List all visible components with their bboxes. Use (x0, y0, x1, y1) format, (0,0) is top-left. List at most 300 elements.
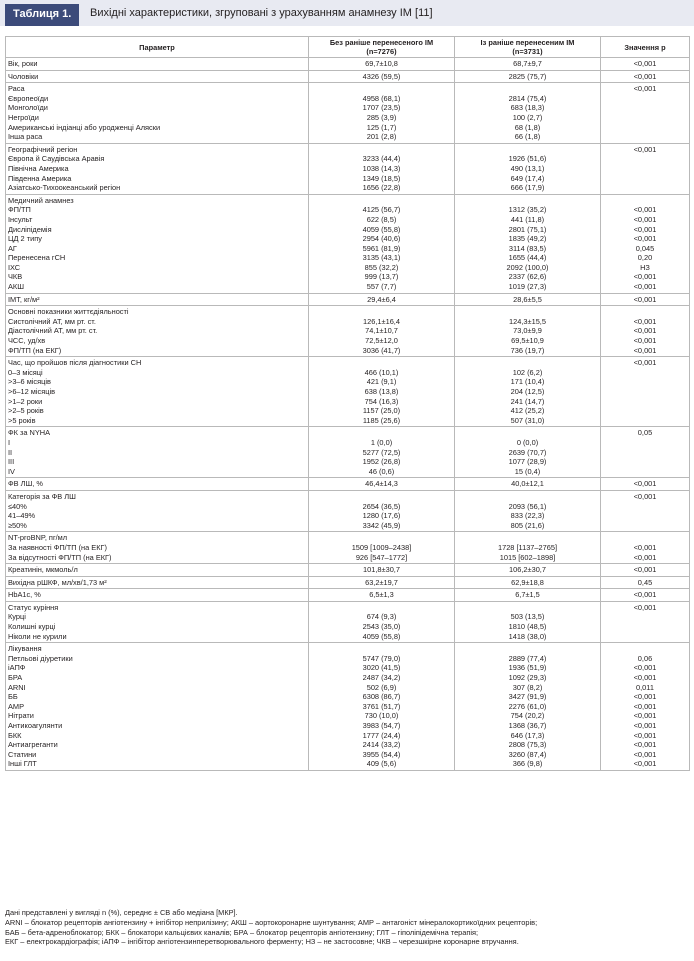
value-prior-mi: 2801 (75,1) (455, 225, 601, 235)
value-no-mi: 2487 (34,2) (309, 673, 455, 683)
param-cell: ФП/ТП (6, 205, 309, 215)
value-prior-mi (455, 643, 601, 654)
value-no-mi: 502 (6,9) (309, 683, 455, 693)
p-value (601, 448, 690, 458)
table-row (6, 721, 690, 731)
p-value (601, 183, 690, 194)
param-cell: Негроїди (6, 113, 309, 123)
p-value (601, 521, 690, 532)
param-cell: Вихідна рШКФ, мл/хв/1,73 м² (6, 576, 309, 589)
p-value (601, 377, 690, 387)
value-prior-mi: 2889 (77,4) (455, 654, 601, 664)
value-no-mi: 1280 (17,6) (309, 511, 455, 521)
p-value (601, 511, 690, 521)
p-value (601, 532, 690, 543)
value-prior-mi: 1092 (29,3) (455, 673, 601, 683)
p-value (601, 368, 690, 378)
p-value: <0,001 (601, 143, 690, 154)
group-row (6, 532, 690, 543)
value-no-mi: 855 (32,2) (309, 263, 455, 273)
table-row (6, 553, 690, 564)
param-cell: II (6, 448, 309, 458)
group-row (6, 601, 690, 612)
value-no-mi: 999 (13,7) (309, 272, 455, 282)
param-cell: ≤40% (6, 502, 309, 512)
header-col2-line1: Із раніше перенесеним ІМ (480, 38, 575, 47)
p-value (601, 416, 690, 427)
value-no-mi: 1349 (18,5) (309, 174, 455, 184)
value-no-mi: 285 (3,9) (309, 113, 455, 123)
group-row (6, 589, 690, 602)
value-prior-mi: 68,7±9,7 (455, 58, 601, 71)
p-value (601, 632, 690, 643)
value-no-mi: 46,4±14,3 (309, 478, 455, 491)
value-prior-mi: 805 (21,6) (455, 521, 601, 532)
value-prior-mi (455, 601, 601, 612)
param-cell: Категорія за ФВ ЛШ (6, 490, 309, 501)
param-cell: Ніколи не курили (6, 632, 309, 643)
p-value: <0,001 (601, 711, 690, 721)
value-prior-mi: 62,9±18,8 (455, 576, 601, 589)
value-prior-mi (455, 427, 601, 438)
table-row (6, 263, 690, 273)
table-row (6, 731, 690, 741)
header-pvalue: Значення р (601, 37, 690, 58)
group-row (6, 643, 690, 654)
p-value (601, 643, 690, 654)
p-value (601, 397, 690, 407)
p-value (601, 467, 690, 478)
param-cell: III (6, 457, 309, 467)
value-no-mi: 622 (8,5) (309, 215, 455, 225)
value-no-mi: 754 (16,3) (309, 397, 455, 407)
value-no-mi: 4059 (55,8) (309, 632, 455, 643)
value-no-mi (309, 83, 455, 94)
value-no-mi: 201 (2,8) (309, 132, 455, 143)
value-no-mi: 5747 (79,0) (309, 654, 455, 664)
title-bar (0, 0, 694, 26)
param-cell: Чоловіки (6, 70, 309, 83)
param-cell: ЧСС, уд/хв (6, 336, 309, 346)
value-prior-mi: 1835 (49,2) (455, 234, 601, 244)
param-cell: Статини (6, 750, 309, 760)
p-value (601, 306, 690, 317)
param-cell: Перенесена гСН (6, 253, 309, 263)
table-body (6, 58, 690, 771)
value-prior-mi: 1926 (51,6) (455, 154, 601, 164)
header-col1 (309, 37, 455, 58)
value-no-mi: 638 (13,8) (309, 387, 455, 397)
table-row (6, 253, 690, 263)
p-value (601, 154, 690, 164)
value-no-mi: 1777 (24,4) (309, 731, 455, 741)
param-cell: Монголоїди (6, 103, 309, 113)
p-value (601, 502, 690, 512)
value-prior-mi: 15 (0,4) (455, 467, 601, 478)
p-value: 0,45 (601, 576, 690, 589)
header-col2-line2: (n=3731) (512, 47, 543, 56)
value-no-mi (309, 427, 455, 438)
table-row (6, 683, 690, 693)
table-row (6, 336, 690, 346)
value-no-mi: 126,1±16,4 (309, 317, 455, 327)
group-row (6, 357, 690, 368)
value-prior-mi: 124,3±15,5 (455, 317, 601, 327)
p-value: <0,001 (601, 490, 690, 501)
value-prior-mi (455, 306, 601, 317)
value-no-mi: 730 (10,0) (309, 711, 455, 721)
value-prior-mi: 646 (17,3) (455, 731, 601, 741)
table-row (6, 174, 690, 184)
param-cell: Антикоагулянти (6, 721, 309, 731)
value-no-mi: 1707 (23,5) (309, 103, 455, 113)
param-cell: Колишні курці (6, 622, 309, 632)
value-prior-mi (455, 357, 601, 368)
value-prior-mi: 1312 (35,2) (455, 205, 601, 215)
param-cell: Статус куріння (6, 601, 309, 612)
p-value (601, 113, 690, 123)
p-value (601, 406, 690, 416)
value-prior-mi: 2093 (56,1) (455, 502, 601, 512)
param-cell: За наявності ФП/ТП (на ЕКГ) (6, 543, 309, 553)
param-cell: 0–3 місяці (6, 368, 309, 378)
value-no-mi: 4958 (68,1) (309, 94, 455, 104)
value-no-mi: 3036 (41,7) (309, 346, 455, 357)
param-cell: Американські індіанці або уродженці Аляски (6, 123, 309, 133)
value-no-mi: 674 (9,3) (309, 612, 455, 622)
param-cell: 41–49% (6, 511, 309, 521)
param-cell: ≥50% (6, 521, 309, 532)
param-cell: АКШ (6, 282, 309, 293)
value-no-mi: 3233 (44,4) (309, 154, 455, 164)
param-cell: Вік, роки (6, 58, 309, 71)
value-prior-mi: 1655 (44,4) (455, 253, 601, 263)
value-no-mi: 29,4±6,4 (309, 293, 455, 306)
value-prior-mi: 683 (18,3) (455, 103, 601, 113)
value-prior-mi: 1077 (28,9) (455, 457, 601, 467)
param-cell: Азіатсько-Тихоокеанський регіон (6, 183, 309, 194)
table-row (6, 406, 690, 416)
param-cell: >2–5 років (6, 406, 309, 416)
value-prior-mi: 3114 (83,5) (455, 244, 601, 254)
value-prior-mi (455, 143, 601, 154)
param-cell: IV (6, 467, 309, 478)
p-value: <0,001 (601, 234, 690, 244)
param-cell: Європеоїди (6, 94, 309, 104)
table-row (6, 387, 690, 397)
p-value (601, 194, 690, 205)
p-value (601, 174, 690, 184)
p-value: <0,001 (601, 601, 690, 612)
param-cell: Європа й Саудівська Аравія (6, 154, 309, 164)
group-row (6, 576, 690, 589)
table-row (6, 438, 690, 448)
value-prior-mi: 366 (9,8) (455, 759, 601, 770)
table-row (6, 272, 690, 282)
p-value (601, 103, 690, 113)
value-prior-mi: 2814 (75,4) (455, 94, 601, 104)
table-row (6, 113, 690, 123)
value-no-mi: 74,1±10,7 (309, 326, 455, 336)
p-value: <0,001 (601, 282, 690, 293)
group-row (6, 427, 690, 438)
value-prior-mi: 503 (13,5) (455, 612, 601, 622)
param-cell: ARNI (6, 683, 309, 693)
value-no-mi: 4125 (56,7) (309, 205, 455, 215)
header-col2 (455, 37, 601, 58)
value-no-mi: 409 (5,6) (309, 759, 455, 770)
param-cell: ІМТ, кг/м² (6, 293, 309, 306)
table-row (6, 377, 690, 387)
p-value: <0,001 (601, 663, 690, 673)
footnote-line: БАБ – бета-адреноблокатор; БКК – блокатори кальцієвих каналів; БРА – блокатор рецепторів ангіотензину; ГЛТ – гіполіпідемічна терапія; (5, 927, 479, 937)
value-no-mi: 2954 (40,6) (309, 234, 455, 244)
value-prior-mi: 2276 (61,0) (455, 702, 601, 712)
table-row (6, 467, 690, 478)
table-row (6, 612, 690, 622)
value-prior-mi: 649 (17,4) (455, 174, 601, 184)
value-prior-mi: 1936 (51,9) (455, 663, 601, 673)
value-no-mi (309, 143, 455, 154)
value-prior-mi: 1728 [1137–2765] (455, 543, 601, 553)
p-value (601, 457, 690, 467)
p-value: 0,06 (601, 654, 690, 664)
p-value (601, 164, 690, 174)
footnote-line: ARNI – блокатор рецепторів ангіотензину + інгібітор неприлізину; АКШ – аортокоронарне шунтування; АМР – антагоніст мінералокортикоїдних рецепторів; (5, 917, 538, 927)
table-row (6, 448, 690, 458)
value-no-mi: 3955 (54,4) (309, 750, 455, 760)
footnote-line: ЕКГ – електрокардіографія; іАПФ – інгібітор ангіотензинперетворювального ферменту; НЗ – не застосовне; ЧКВ – черезшкірне коронарне втручання. (5, 937, 519, 947)
param-cell: Петльові діуретики (6, 654, 309, 664)
param-cell: Інсульт (6, 215, 309, 225)
value-prior-mi: 2808 (75,3) (455, 740, 601, 750)
p-value: <0,001 (601, 272, 690, 282)
value-prior-mi: 490 (13,1) (455, 164, 601, 174)
p-value: <0,001 (601, 721, 690, 731)
value-no-mi: 1 (0,0) (309, 438, 455, 448)
param-cell: >6–12 місяців (6, 387, 309, 397)
table-row (6, 205, 690, 215)
param-cell: Лікування (6, 643, 309, 654)
param-cell: I (6, 438, 309, 448)
value-no-mi: 3342 (45,9) (309, 521, 455, 532)
value-no-mi: 2654 (36,5) (309, 502, 455, 512)
value-no-mi: 1952 (26,8) (309, 457, 455, 467)
param-cell: ФП/ТП (на ЕКГ) (6, 346, 309, 357)
value-prior-mi: 2639 (70,7) (455, 448, 601, 458)
p-value: <0,001 (601, 564, 690, 577)
value-prior-mi (455, 490, 601, 501)
value-no-mi: 3135 (43,1) (309, 253, 455, 263)
value-prior-mi (455, 532, 601, 543)
table-row (6, 326, 690, 336)
value-prior-mi: 68 (1,8) (455, 123, 601, 133)
table-row (6, 416, 690, 427)
p-value: <0,001 (601, 205, 690, 215)
value-no-mi (309, 532, 455, 543)
value-prior-mi: 1418 (38,0) (455, 632, 601, 643)
param-cell: NT-proBNP, пг/мл (6, 532, 309, 543)
p-value: <0,001 (601, 589, 690, 602)
param-cell: Систолічний АТ, мм рт. ст. (6, 317, 309, 327)
value-prior-mi: 666 (17,9) (455, 183, 601, 194)
value-prior-mi: 0 (0,0) (455, 438, 601, 448)
value-no-mi (309, 490, 455, 501)
p-value (601, 123, 690, 133)
group-row (6, 478, 690, 491)
group-row (6, 306, 690, 317)
value-no-mi: 72,5±12,0 (309, 336, 455, 346)
table-row (6, 711, 690, 721)
value-prior-mi: 1368 (36,7) (455, 721, 601, 731)
p-value: 0,05 (601, 427, 690, 438)
table-title: Вихідні характеристики, згруповані з урахуванням анамнезу ІМ [11] (90, 7, 433, 19)
param-cell: АГ (6, 244, 309, 254)
value-no-mi: 4326 (59,5) (309, 70, 455, 83)
p-value: <0,001 (601, 673, 690, 683)
value-no-mi: 6308 (86,7) (309, 692, 455, 702)
p-value: <0,001 (601, 317, 690, 327)
table-row (6, 663, 690, 673)
value-no-mi (309, 306, 455, 317)
table-row (6, 543, 690, 553)
value-no-mi: 3983 (54,7) (309, 721, 455, 731)
value-no-mi (309, 643, 455, 654)
value-prior-mi: 66 (1,8) (455, 132, 601, 143)
footnote-line: Дані представлені у вигляді n (%), середнє ± СВ або медіана [МКР]. (5, 908, 238, 917)
param-cell: Час, що пройшов після діагностики СН (6, 357, 309, 368)
group-row (6, 293, 690, 306)
value-prior-mi: 28,6±5,5 (455, 293, 601, 306)
footnotes (5, 908, 689, 947)
group-row (6, 70, 690, 83)
param-cell: ФК за NYHA (6, 427, 309, 438)
table-header-row (6, 37, 690, 58)
p-value: <0,001 (601, 750, 690, 760)
value-no-mi: 926 [547–1772] (309, 553, 455, 564)
value-no-mi: 3020 (41,5) (309, 663, 455, 673)
param-cell: ЧКВ (6, 272, 309, 282)
p-value: <0,001 (601, 731, 690, 741)
value-prior-mi: 106,2±30,7 (455, 564, 601, 577)
table-row (6, 759, 690, 770)
value-prior-mi: 412 (25,2) (455, 406, 601, 416)
p-value: <0,001 (601, 740, 690, 750)
param-cell: ІХС (6, 263, 309, 273)
param-cell: Інша раса (6, 132, 309, 143)
value-no-mi: 1157 (25,0) (309, 406, 455, 416)
value-no-mi: 2414 (33,2) (309, 740, 455, 750)
p-value: <0,001 (601, 346, 690, 357)
param-cell: іАПФ (6, 663, 309, 673)
param-cell: Креатинін, мкмоль/л (6, 564, 309, 577)
table-row (6, 673, 690, 683)
param-cell: Південна Америка (6, 174, 309, 184)
value-prior-mi: 69,5±10,9 (455, 336, 601, 346)
p-value: НЗ (601, 263, 690, 273)
table-row (6, 164, 690, 174)
p-value (601, 612, 690, 622)
p-value: 0,011 (601, 683, 690, 693)
param-cell: Нітрати (6, 711, 309, 721)
param-cell: Раса (6, 83, 309, 94)
param-cell: ФВ ЛШ, % (6, 478, 309, 491)
p-value: <0,001 (601, 58, 690, 71)
param-cell: За відсутності ФП/ТП (на ЕКГ) (6, 553, 309, 564)
table-row (6, 397, 690, 407)
value-no-mi (309, 601, 455, 612)
value-no-mi: 3761 (51,7) (309, 702, 455, 712)
table-row (6, 154, 690, 164)
param-cell: Географічний регіон (6, 143, 309, 154)
table-number-tag: Таблиця 1. (5, 4, 79, 26)
p-value: <0,001 (601, 702, 690, 712)
p-value: <0,001 (601, 543, 690, 553)
value-prior-mi: 6,7±1,5 (455, 589, 601, 602)
value-prior-mi: 1015 [602–1898] (455, 553, 601, 564)
p-value (601, 438, 690, 448)
table-row (6, 94, 690, 104)
group-row (6, 564, 690, 577)
p-value (601, 387, 690, 397)
value-no-mi (309, 194, 455, 205)
param-cell: Медичний анамнез (6, 194, 309, 205)
table-row (6, 457, 690, 467)
value-prior-mi: 441 (11,8) (455, 215, 601, 225)
value-no-mi: 1038 (14,3) (309, 164, 455, 174)
value-prior-mi: 73,0±9,9 (455, 326, 601, 336)
param-cell: ЦД 2 типу (6, 234, 309, 244)
group-row (6, 58, 690, 71)
p-value: <0,001 (601, 553, 690, 564)
table-row (6, 622, 690, 632)
value-no-mi: 557 (7,7) (309, 282, 455, 293)
value-no-mi: 125 (1,7) (309, 123, 455, 133)
value-prior-mi: 40,0±12,1 (455, 478, 601, 491)
value-prior-mi: 833 (22,3) (455, 511, 601, 521)
value-no-mi: 421 (9,1) (309, 377, 455, 387)
value-prior-mi: 241 (14,7) (455, 397, 601, 407)
group-row (6, 194, 690, 205)
data-table (5, 36, 690, 771)
p-value: <0,001 (601, 225, 690, 235)
value-prior-mi: 2825 (75,7) (455, 70, 601, 83)
param-cell: Основні показники життєдіяльності (6, 306, 309, 317)
value-prior-mi: 507 (31,0) (455, 416, 601, 427)
table-row (6, 215, 690, 225)
param-cell: Курці (6, 612, 309, 622)
table-row (6, 692, 690, 702)
p-value (601, 622, 690, 632)
value-prior-mi: 3260 (87,4) (455, 750, 601, 760)
param-cell: >1–2 роки (6, 397, 309, 407)
table-row (6, 132, 690, 143)
param-cell: Північна Америка (6, 164, 309, 174)
table-row (6, 740, 690, 750)
table-row (6, 317, 690, 327)
value-prior-mi (455, 194, 601, 205)
p-value (601, 94, 690, 104)
table-row (6, 234, 690, 244)
table-row (6, 702, 690, 712)
table-row (6, 654, 690, 664)
value-no-mi: 1509 [1009–2438] (309, 543, 455, 553)
table-row (6, 183, 690, 194)
value-no-mi (309, 357, 455, 368)
value-no-mi: 2543 (35,0) (309, 622, 455, 632)
p-value: <0,001 (601, 215, 690, 225)
param-cell: Інші ГЛТ (6, 759, 309, 770)
